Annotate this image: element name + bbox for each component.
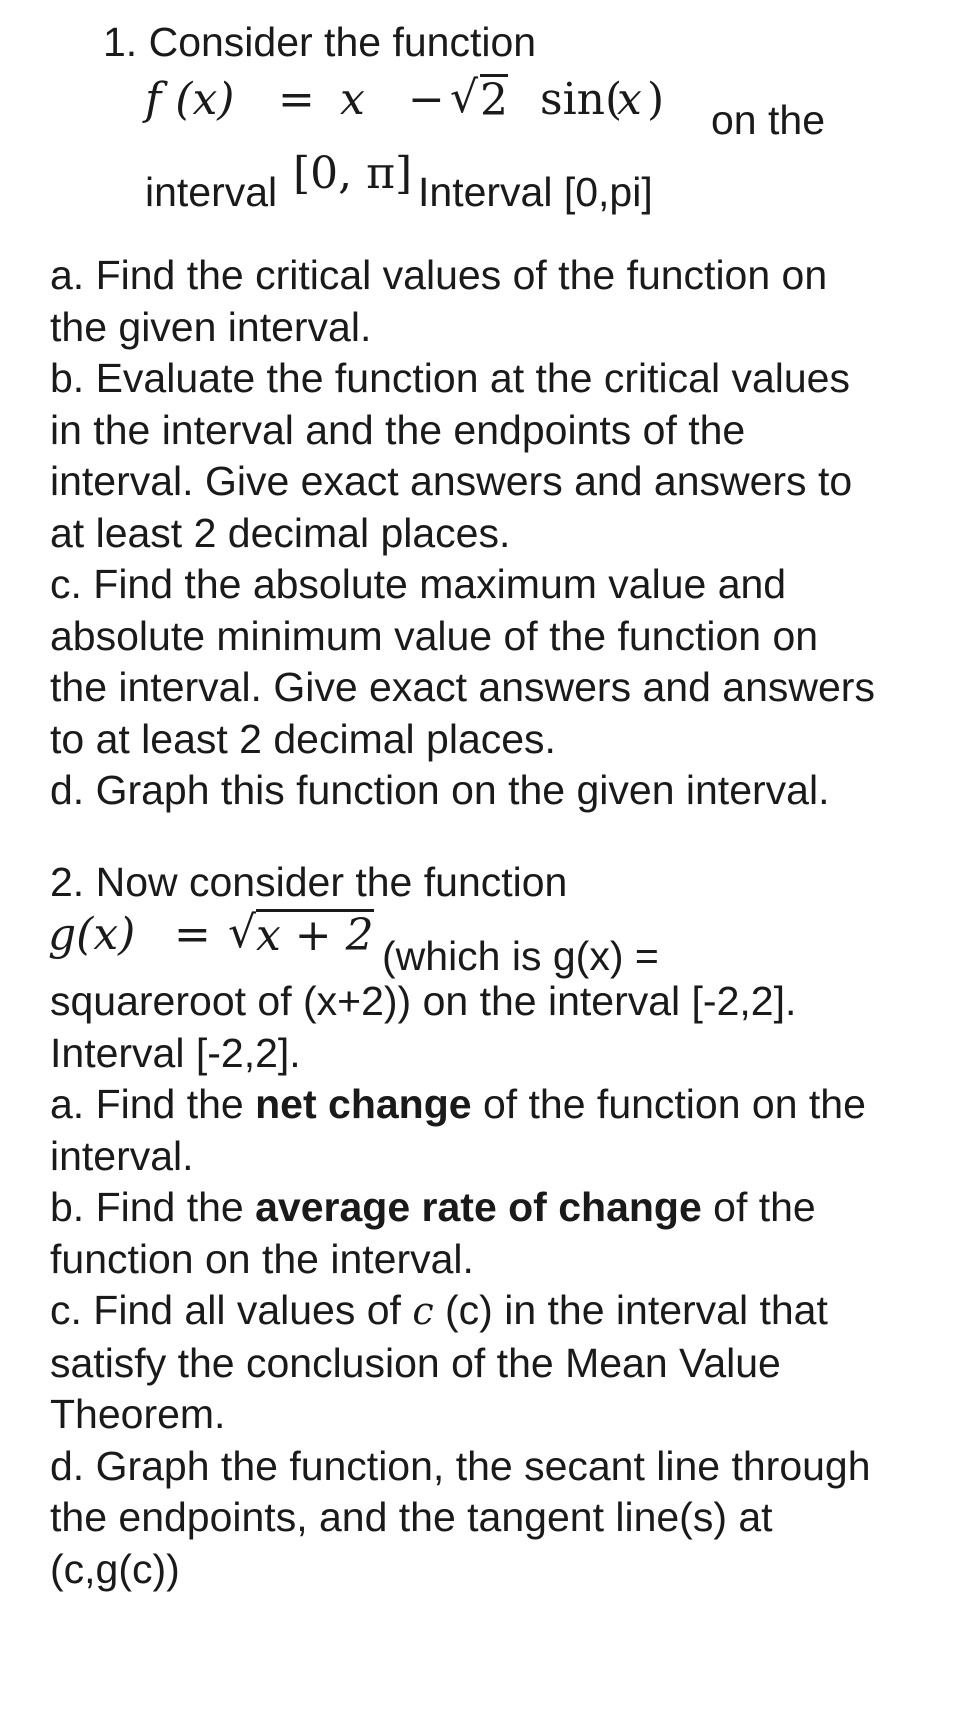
q1-sqrt-radicand: 2 xyxy=(480,75,508,126)
q2-part-a-bold: net change xyxy=(255,1081,472,1127)
q1-formula-lhs: f (x) xyxy=(145,74,235,125)
q2-part-b-line2: function on the interval. xyxy=(50,1235,474,1282)
q2-formula-eq: = xyxy=(174,909,211,960)
q1-part-b-line: interval. Give exact answers and answers to xyxy=(50,458,853,504)
q2-part-a-post: of the function on the xyxy=(471,1081,866,1127)
q1-formula-close: ) xyxy=(647,74,665,125)
q2-sqrt-sign: √ xyxy=(228,907,257,958)
q2-formula-note: (which is g(x) = xyxy=(382,933,659,979)
q2-part-b-post: of the xyxy=(701,1184,816,1230)
q2-part-c xyxy=(50,1285,955,1338)
q2-part-a xyxy=(50,1079,955,1131)
q2-part-d-line: the endpoints, and the tangent line(s) at xyxy=(50,1494,773,1540)
q1-part-a-line: a. Find the critical values of the function on xyxy=(50,252,828,298)
q2-formula-lhs: g(x) xyxy=(48,909,136,960)
q1-interval-text: Interval [0,pi] xyxy=(418,169,653,215)
q2-part-d-line: d. Graph the function, the secant line through xyxy=(50,1442,871,1489)
q2-part-b xyxy=(50,1182,955,1234)
q2-part-d-line: (c,g(c)) xyxy=(50,1545,180,1592)
q2-part-c-post: (c) in the interval that xyxy=(433,1287,828,1333)
q2-part-c-symbol: c xyxy=(412,1289,434,1333)
q2-line3: Interval [-2,2]. xyxy=(50,1029,301,1076)
q1-part-a-line: the given interval. xyxy=(50,303,372,350)
q2-part-a-pre: a. Find the xyxy=(50,1081,256,1127)
q1-interval-math: [0, π] xyxy=(293,148,413,199)
q2-body xyxy=(50,976,955,1595)
q1-formula-arg: x xyxy=(617,74,642,125)
q2-part-b-pre: b. Find the xyxy=(50,1184,256,1230)
q1-part-d-line: d. Graph this function on the given interval. xyxy=(50,767,830,813)
q2-part-c-pre: c. Find all values of xyxy=(50,1287,413,1333)
q1-formula-eq: = xyxy=(278,74,315,125)
q1-formula-x: x xyxy=(340,74,365,125)
q1-part-b-line: in the interval and the endpoints of the xyxy=(50,406,746,453)
q1-heading: 1. Consider the function xyxy=(103,19,537,65)
q2-line2: squareroot of (x+2)) on the interval [-2,2]. xyxy=(50,978,797,1024)
q1-on-the: on the xyxy=(711,97,825,143)
q1-formula-minus: − xyxy=(408,74,445,125)
q1-part-b-line: at least 2 decimal places. xyxy=(50,509,511,556)
q2-part-b-bold: average rate of change xyxy=(255,1184,702,1230)
q2-part-c-line3: Theorem. xyxy=(50,1391,226,1437)
q1-part-c-line: c. Find the absolute maximum value and xyxy=(50,561,787,607)
q1-part-c-line: to at least 2 decimal places. xyxy=(50,715,556,762)
q2-sqrt-radicand: x + 2 xyxy=(256,910,374,961)
q2-heading: 2. Now consider the function xyxy=(50,859,568,905)
q1-part-c-line: the interval. Give exact answers and answers xyxy=(50,664,875,710)
q1-formula-sin: sin( xyxy=(540,74,623,125)
q1-sqrt-sign: √ xyxy=(450,72,479,123)
q2-part-a-line2: interval. xyxy=(50,1132,194,1179)
q1-parts xyxy=(50,250,955,817)
q1-part-b-line: b. Evaluate the function at the critical values xyxy=(50,355,850,401)
q2-part-c-line2: satisfy the conclusion of the Mean Value xyxy=(50,1339,781,1386)
q1-part-c-line: absolute minimum value of the function on xyxy=(50,612,819,659)
q1-interval-word: interval xyxy=(145,169,278,215)
